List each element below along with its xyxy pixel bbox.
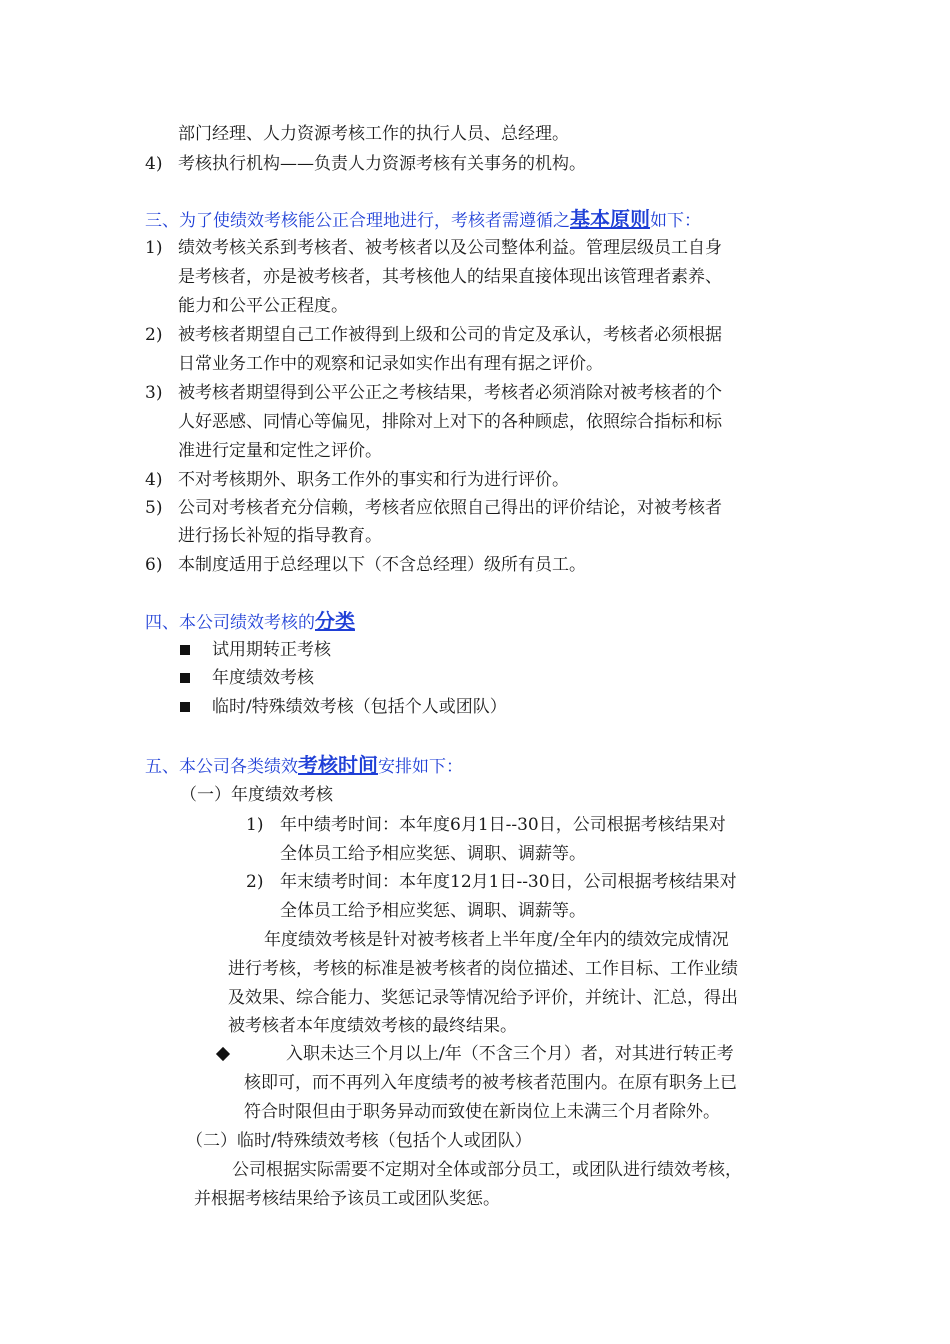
list-item-text: 本制度适用于总经理以下（不含总经理）级所有员工。 [178,555,586,575]
heading-prefix: 五、本公司各类绩效 [145,757,298,777]
list-item-text: 准进行定量和定性之评价。 [178,441,382,461]
list-item-text: 全体员工给予相应奖惩、调职、调薪等。 [280,901,586,921]
list-item-text: 是考核者，亦是被考核者，其考核他人的结果直接体现出该管理者素养、 [178,267,722,287]
paragraph-line: 进行考核，考核的标准是被考核者的岗位描述、工作目标、工作业绩 [228,959,738,979]
heading-emphasis: 分类 [315,609,355,633]
note-line: 核即可，而不再列入年度绩考的被考核者范围内。在原有职务上已 [244,1073,737,1093]
paragraph-line: 并根据考核结果给予该员工或团队奖惩。 [194,1189,500,1209]
bullet-item: 临时/特殊绩效考核（包括个人或团队） [212,697,507,717]
section-5-heading [145,752,463,778]
note-line: 入职未达三个月以上/年（不含三个月）者，对其进行转正考 [286,1044,734,1064]
square-bullet-icon [180,702,190,712]
paragraph-line: 年度绩效考核是针对被考核者上半年度/全年内的绩效完成情况 [264,930,729,950]
subsection-title: （一）年度绩效考核 [180,785,333,805]
note-line: 符合时限但由于职务异动而致使在新岗位上未满三个月者除外。 [244,1102,720,1122]
section-3-heading [145,206,701,232]
list-number: 2) [246,872,264,892]
bullet-item: 试用期转正考核 [212,640,331,660]
paragraph-line: 被考核者本年度绩效考核的最终结果。 [228,1016,517,1036]
square-bullet-icon [180,673,190,683]
list-item-continuation: 部门经理、人力资源考核工作的执行人员、总经理。 [178,124,569,144]
list-item-text: 不对考核期外、职务工作外的事实和行为进行评价。 [178,470,569,490]
list-number: 6) [145,555,163,575]
square-bullet-icon [180,645,190,655]
heading-suffix: 安排如下： [378,757,463,777]
heading-prefix: 四、本公司绩效考核的 [145,613,315,633]
heading-suffix: 如下： [650,211,701,231]
list-number: 4) [145,470,163,490]
heading-emphasis: 考核时间 [298,753,378,777]
list-item-text: 能力和公平公正程度。 [178,296,348,316]
list-number: 1) [246,815,264,835]
list-item-text: 公司对考核者充分信赖，考核者应依照自己得出的评价结论，对被考核者 [178,498,722,518]
diamond-bullet-icon [216,1047,230,1061]
bullet-item: 年度绩效考核 [212,668,314,688]
list-item-text: 绩效考核关系到考核者、被考核者以及公司整体利益。管理层级员工自身 [178,238,722,258]
subsection-title: （二）临时/特殊绩效考核（包括个人或团队） [186,1131,532,1151]
paragraph-line: 及效果、综合能力、奖惩记录等情况给予评价，并统计、汇总，得出 [228,988,738,1008]
list-item-text: 被考核者期望自己工作被得到上级和公司的肯定及承认，考核者必须根据 [178,325,722,345]
list-number: 3) [145,383,163,403]
list-number: 4) [145,154,163,174]
list-item-text: 年末绩考时间：本年度12月1日--30日，公司根据考核结果对 [280,872,737,892]
section-4-heading [145,608,355,634]
list-number: 2) [145,325,163,345]
list-item-text: 全体员工给予相应奖惩、调职、调薪等。 [280,844,586,864]
list-number: 1) [145,238,163,258]
list-number: 5) [145,498,163,518]
list-item-text: 考核执行机构——负责人力资源考核有关事务的机构。 [178,154,586,174]
heading-emphasis: 基本原则 [570,207,650,231]
paragraph-line: 公司根据实际需要不定期对全体或部分员工，或团队进行绩效考核， [232,1160,742,1180]
list-item-text: 日常业务工作中的观察和记录如实作出有理有据之评价。 [178,354,603,374]
list-item-text: 进行扬长补短的指导教育。 [178,526,382,546]
heading-prefix: 三、为了使绩效考核能公正合理地进行，考核者需遵循之 [145,211,570,231]
list-item-text: 年中绩考时间：本年度6月1日--30日，公司根据考核结果对 [280,815,726,835]
list-item-text: 被考核者期望得到公平公正之考核结果，考核者必须消除对被考核者的个 [178,383,722,403]
list-item-text: 人好恶感、同情心等偏见，排除对上对下的各种顾虑，依照综合指标和标 [178,412,722,432]
